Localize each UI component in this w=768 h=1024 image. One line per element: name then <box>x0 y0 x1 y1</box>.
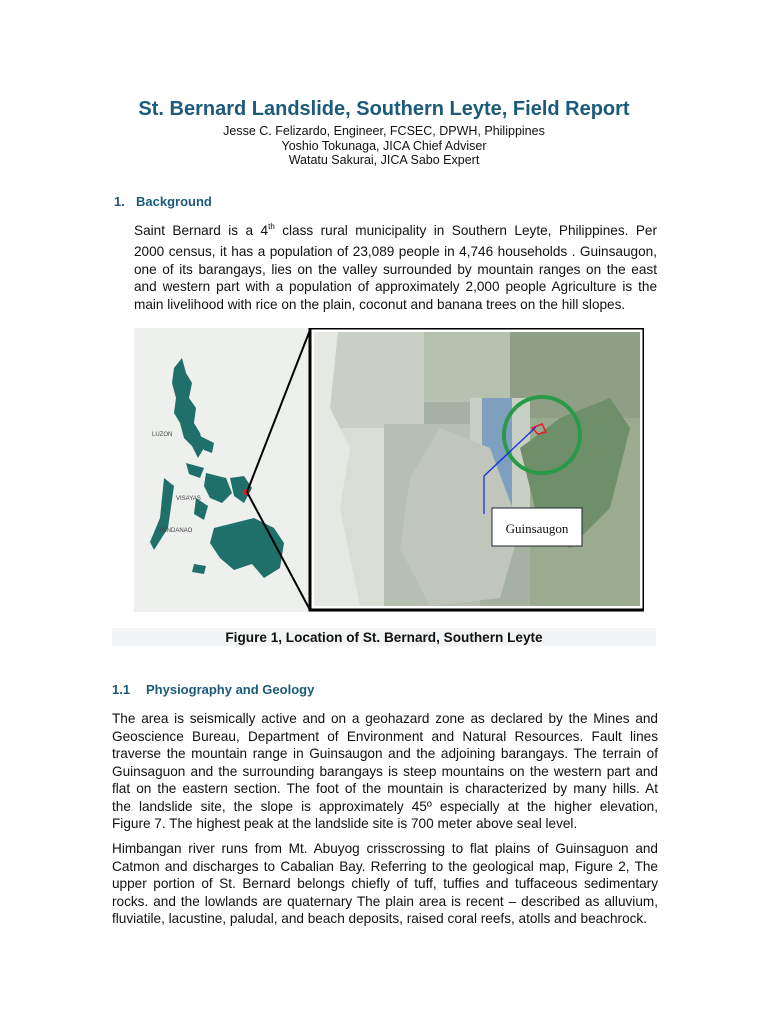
location-figure <box>134 328 644 612</box>
section-title: Physiography and Geology <box>146 682 315 697</box>
author-line: Jesse C. Felizardo, Engineer, FCSEC, DPWH, Philippines <box>223 124 545 138</box>
section-heading-background <box>114 194 212 209</box>
map-label-luzon: LUZON <box>152 432 173 438</box>
map-label-mindanao: MINDANAO <box>160 528 193 534</box>
section-number: 1.1 <box>112 682 131 697</box>
background-paragraph: Saint Bernard is a 4th class rural municipality in Southern Leyte, Philippines. Per 2000 census, it has a population of 23,089 people in 4,746 households . Guinsaugon, one of its barangays, lies on the valley surrounded by mountain ranges on the east and western part with a population of approximately 2,000 people Agriculture is the main livelihood with rice on the plain, coconut and banana trees on the hill slopes. <box>134 222 658 312</box>
figure-caption: Figure 1, Location of St. Bernard, Southern Leyte <box>225 630 543 645</box>
physiography-paragraph-1: The area is seismically active and on a geohazard zone as declared by the Mines and Geoscience Bureau, Department of Environment and Natural Resources. Fault lines traverse the mountain range in Guinsaugon and the adjoining barangays. The terrain of Guinsaguon and the surrounding barangays is steep mountains on the western part and flat on the eastern section. The foot of the mountain is characterized by many hills. At the landslide site, the slope is approximately 45º especially at the higher elevation, Figure 7. The highest peak at the landslide site is 700 meter above seal level. <box>112 711 658 831</box>
map-label-visayas: VISAYAS <box>176 496 201 502</box>
page-title: St. Bernard Landslide, Southern Leyte, Field Report <box>138 98 630 120</box>
section-number: 1. <box>114 194 125 209</box>
author-line: Yoshio Tokunaga, JICA Chief Adviser <box>281 139 487 153</box>
section-heading-physiography <box>112 682 314 697</box>
author-line: Watatu Sakurai, JICA Sabo Expert <box>288 153 480 167</box>
physiography-paragraph-2: Himbangan river runs from Mt. Abuyog crisscrossing to flat plains of Guinsaguon and Catmon and discharges to Cabalian Bay. Referring to the geological map, Figure 2, The upper portion of St. Bernard belongs chiefly of tuff, tuffies and tuffaceous sedimentary rocks. and the lowlands are quaternary The plain area is recent – described as alluvium, fluviatile, lacustine, paludal, and beach deposits, raised coral reefs, atolls and beachrock. <box>112 841 658 926</box>
satellite-map <box>310 328 644 610</box>
section-title: Background <box>136 194 212 209</box>
location-map <box>134 328 644 612</box>
callout-label: Guinsaugon <box>505 521 569 536</box>
